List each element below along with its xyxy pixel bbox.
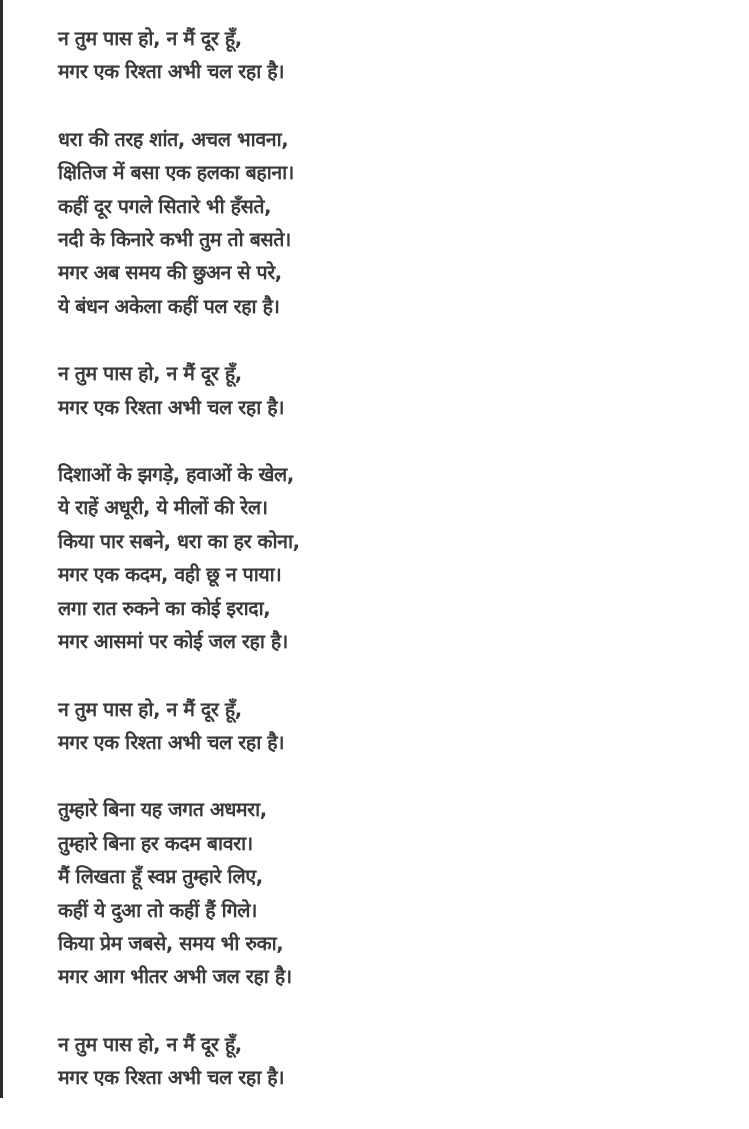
poem-line: मैं लिखता हूँ स्वप्न तुम्हारे लिए,: [58, 865, 263, 889]
poem-line: न तुम पास हो, न मैं दूर हूँ,: [58, 1032, 242, 1056]
poem-line: मगर आग भीतर अभी जल रहा है।: [58, 965, 292, 989]
poem-line: कहीं ये दुआ तो कहीं हैं गिले।: [58, 898, 258, 922]
poem-line: मगर एक रिश्ता अभी चल रहा है।: [58, 395, 285, 419]
poem-line: धरा की तरह शांत, अचल भावना,: [58, 127, 289, 151]
stanza-refrain-3: [58, 693, 718, 760]
poem-line: न तुम पास हो, न मैं दूर हूँ,: [58, 27, 242, 50]
poem-line: ये राहें अधूरी, ये मीलों की रेल।: [58, 496, 268, 520]
stanza-verse-1: [58, 123, 718, 323]
poem-line: मगर एक कदम, वही छू न पाया।: [58, 563, 282, 587]
poem-line: दिशाओं के झगड़े, हवाओं के खेल,: [58, 463, 294, 487]
stanza-refrain-1: [58, 22, 718, 89]
poem-line: लगा रात रुकने का कोई इरादा,: [58, 596, 271, 620]
stanza-verse-2: [58, 458, 718, 658]
left-border: [0, 0, 3, 1098]
poem-line: ये बंधन अकेला कहीं पल रहा है।: [58, 294, 280, 318]
poem-line: न तुम पास हो, न मैं दूर हूँ,: [58, 362, 242, 386]
poem-line: कहीं दूर पगले सितारे भी हँसते,: [58, 194, 272, 218]
stanza-verse-3: [58, 793, 718, 993]
poem-body: [58, 22, 718, 1129]
poem-line: मगर एक रिश्ता अभी चल रहा है।: [58, 60, 285, 84]
poem-line: मगर आसमां पर कोई जल रहा है।: [58, 630, 288, 654]
stanza-refrain-4: [58, 1028, 718, 1095]
stanza-refrain-2: [58, 357, 718, 424]
poem-line: मगर एक रिश्ता अभी चल रहा है।: [58, 1066, 285, 1090]
poem-line: मगर अब समय की छुअन से परे,: [58, 261, 282, 285]
poem-line: तुम्हारे बिना हर कदम बावरा।: [58, 831, 253, 855]
poem-line: न तुम पास हो, न मैं दूर हूँ,: [58, 697, 242, 721]
poem-line: क्षितिज में बसा एक हलका बहाना।: [58, 161, 294, 185]
poem-line: तुम्हारे बिना यह जगत अधमरा,: [58, 798, 267, 822]
poem-line: मगर एक रिश्ता अभी चल रहा है।: [58, 730, 285, 754]
poem-line: किया पार सबने, धरा का हर कोना,: [58, 529, 300, 553]
poem-line: नदी के किनारे कभी तुम तो बसते।: [58, 228, 291, 252]
poem-line: किया प्रेम जबसे, समय भी रुका,: [58, 931, 284, 955]
